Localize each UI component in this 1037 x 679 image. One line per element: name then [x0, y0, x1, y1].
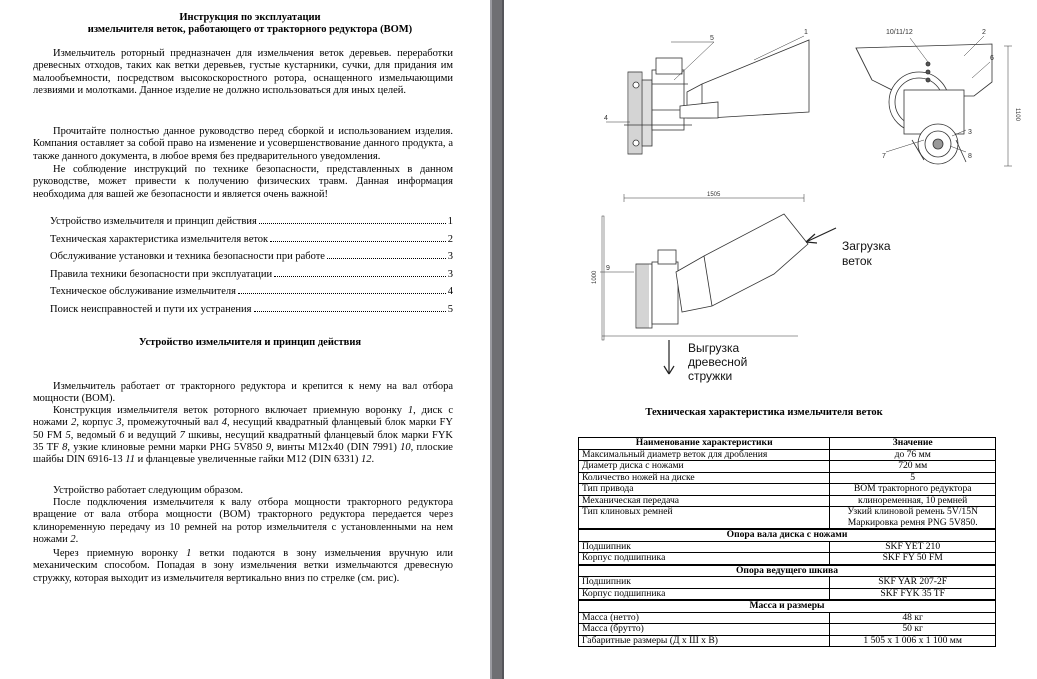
- table-group-row: [579, 600, 996, 612]
- toc-entry[interactable]: [50, 216, 453, 234]
- toc-entry-page: 5: [447, 303, 453, 315]
- cell-value: SKF FY 50 FM: [830, 553, 996, 565]
- table-row: [579, 541, 996, 553]
- intro-paragraph-3: Не соблюдение инструкций по технике безопасности, представленных в данном руководстве, может привести к получению физических травм. Данная информация необходима для вашей же безопасности и является очень важной!: [33, 164, 453, 200]
- callout-label: 6: [990, 55, 994, 62]
- intro-paragraph-1: Измельчитель роторный предназначен для измельчения веток деревьев. переработки древесных отходов, таких как ветки деревьев, густые кустарники, сучки, для придания им малообъемности, посредством высокоскоростного ротора, оснащенного измельчающими лезвиями и молотками. Данное изделие не должно использоваться для иных целей.: [33, 48, 453, 96]
- table-row: [579, 577, 996, 589]
- cell-name: Габаритные размеры (Д х Ш х В): [579, 635, 830, 647]
- dimension-label: 1000: [592, 270, 598, 284]
- toc-entry-text: Поиск неисправностей и пути их устранения: [50, 303, 252, 315]
- dimension-label: 1505: [707, 192, 721, 198]
- cell-name: Подшипник: [579, 577, 830, 589]
- table-row: [579, 553, 996, 565]
- cell-name: Тип привода: [579, 484, 830, 496]
- cell-name: Подшипник: [579, 541, 830, 553]
- toc-entry[interactable]: [50, 269, 453, 287]
- cell-name: Корпус подшипника: [579, 553, 830, 565]
- side-view: [606, 36, 809, 202]
- toc-entry-page: 4: [447, 286, 453, 298]
- toc-entry[interactable]: [50, 234, 453, 252]
- toc-entry-page: 3: [447, 251, 453, 263]
- callout-label: 3: [968, 129, 972, 136]
- column-header: Значение: [830, 438, 996, 450]
- cell-value: Узкий клиновой ремень 5V/15N Маркировка ремня PNG 5V850.: [830, 507, 996, 530]
- table-of-contents: [50, 216, 453, 322]
- callout-label: 5: [710, 35, 714, 42]
- document-title: [40, 12, 460, 36]
- table-row: [579, 484, 996, 496]
- group-heading: Опора вала диска с ножами: [579, 529, 996, 541]
- cell-value: 720 мм: [830, 461, 996, 473]
- table-row: [579, 588, 996, 600]
- toc-entry-text: Обслуживание установки и техника безопасности при работе: [50, 251, 325, 263]
- intro-paragraph-2: Прочитайте полностью данное руководство перед сборкой и использованием изделия. Компания оставляет за собой право на изменение и усовершенствование данного продукта, а также данного документа, в любое время без предварительного уведомления.: [33, 126, 453, 162]
- lower-view: [600, 214, 808, 340]
- cell-value: 5: [830, 472, 996, 484]
- document-title-line1: Инструкция по эксплуатации: [179, 12, 321, 23]
- callout-label: 1: [804, 29, 808, 36]
- unload-label-line3: стружки: [688, 369, 733, 383]
- toc-entry[interactable]: [50, 251, 453, 269]
- spec-table-title: Техническая характеристика измельчителя веток: [645, 407, 883, 418]
- cell-name: Корпус подшипника: [579, 588, 830, 600]
- cell-name: Количество ножей на диске: [579, 472, 830, 484]
- column-header: Наименование характеристики: [579, 438, 830, 450]
- toc-entry-text: Техническое обслуживание измельчителя: [50, 286, 236, 298]
- callout-label: 9: [606, 265, 610, 272]
- callout-label: 10/11/12: [886, 29, 913, 36]
- table-row: [579, 612, 996, 624]
- cell-value: 48 кг: [830, 612, 996, 624]
- toc-entry-page: 2: [447, 233, 453, 245]
- callout-label: 8: [968, 153, 972, 160]
- cell-name: Масса (брутто): [579, 624, 830, 636]
- table-row: [579, 635, 996, 647]
- table-row: [579, 461, 996, 473]
- group-heading: Опора ведущего шкива: [579, 565, 996, 577]
- toc-entry-text: Устройство измельчителя и принцип действия: [50, 216, 257, 227]
- callout-label: 4: [604, 115, 608, 122]
- toc-entry-page: 1: [447, 216, 453, 227]
- section-heading: Устройство измельчителя и принцип действия: [138, 337, 362, 348]
- table-row: [579, 495, 996, 507]
- page-gutter: [490, 0, 504, 679]
- cell-name: Максимальный диаметр веток для дробления: [579, 449, 830, 461]
- table-row: [579, 472, 996, 484]
- table-row: [579, 624, 996, 636]
- cell-name: Диаметр диска с ножами: [579, 461, 830, 473]
- cell-value: SKF YET 210: [830, 541, 996, 553]
- dimension-label: 1100: [1014, 108, 1020, 121]
- load-label-line1: Загрузка: [842, 239, 891, 253]
- left-page: [0, 0, 490, 679]
- toc-entry-text: Правила техники безопасности при эксплуатации: [50, 268, 273, 280]
- cell-name: Тип клиновых ремней: [579, 507, 830, 530]
- front-view: [856, 36, 1012, 166]
- body-paragraph-5: Через приемную воронку 1 ветки подаются в зону измельчения вручную или механическим способом. Попадая в зону измельчения ветки измельчаются древесную стружку, которая выходит из измельчителя вертикально вниз по стрелке (см. рис).: [33, 548, 454, 584]
- toc-entry[interactable]: [50, 286, 453, 304]
- cell-value: до 76 мм: [830, 449, 996, 461]
- toc-entry[interactable]: [50, 304, 453, 322]
- table-row: [579, 449, 996, 461]
- table-group-row: [579, 565, 996, 577]
- cell-value: клиноременная, 10 ремней: [830, 495, 996, 507]
- load-label-line2: веток: [842, 254, 872, 268]
- toc-entry-page: 3: [447, 268, 453, 280]
- group-heading: Масса и размеры: [579, 600, 996, 612]
- unload-label-line1: Выгрузка: [688, 341, 740, 355]
- body-paragraph-3: Устройство работает следующим образом.: [53, 485, 244, 496]
- body-paragraph-2: Конструкция измельчителя веток роторного включает приемную воронку 1, диск с ножами 2, корпус 3, промежуточный вал 4, несущий квадратный фланцевый блок марки FY 50 FM 5, ведомый 6 и ведущий 7 шкивы, несущий квадратный фланцевый блок марки FYK 35 TF 8, узкие клиновые ремни марки PHG 5V850 9, винты M12x40 (DIN 7991) 10, плоские шайбы DIN 6916-13 11 и фланцевые увеличенные гайки M12 (DIN 6331) 12.: [33, 405, 453, 466]
- table-header-row: [579, 438, 996, 450]
- cell-value: 50 кг: [830, 624, 996, 636]
- unload-label-line2: древесной: [688, 355, 748, 369]
- toc-entry-text: Техническая характеристика измельчителя веток: [50, 233, 269, 245]
- document-title-line2: измельчителя веток, работающего от тракторного редуктора (ВОМ): [87, 24, 413, 35]
- chipper-drawing: [504, 0, 1037, 400]
- cell-value: 1 505 х 1 006 х 1 100 мм: [830, 635, 996, 647]
- right-page: [504, 0, 1037, 679]
- body-paragraph-1: Измельчитель работает от тракторного редуктора и крепится к нему на вал отбора мощности (ВОМ).: [33, 381, 453, 405]
- cell-value: SKF FYK 35 TF: [830, 588, 996, 600]
- callout-label: 2: [982, 29, 986, 36]
- cell-name: Механическая передача: [579, 495, 830, 507]
- body-paragraph-4: После подключения измельчителя к валу отбора мощности тракторного редуктора вращение от вала отбора мощности (ВОМ) тракторного редуктора передается через клиноременную передачу из 10 ремней на ротор измельчителя с установленными на нем ножами 2.: [33, 497, 453, 545]
- cell-value: ВОМ тракторного редуктора: [830, 484, 996, 496]
- cell-value: SKF YAR 207-2F: [830, 577, 996, 589]
- table-row: [579, 507, 996, 530]
- table-group-row: [579, 529, 996, 541]
- spec-table: [578, 437, 996, 647]
- callout-label: 7: [882, 153, 886, 160]
- cell-name: Масса (нетто): [579, 612, 830, 624]
